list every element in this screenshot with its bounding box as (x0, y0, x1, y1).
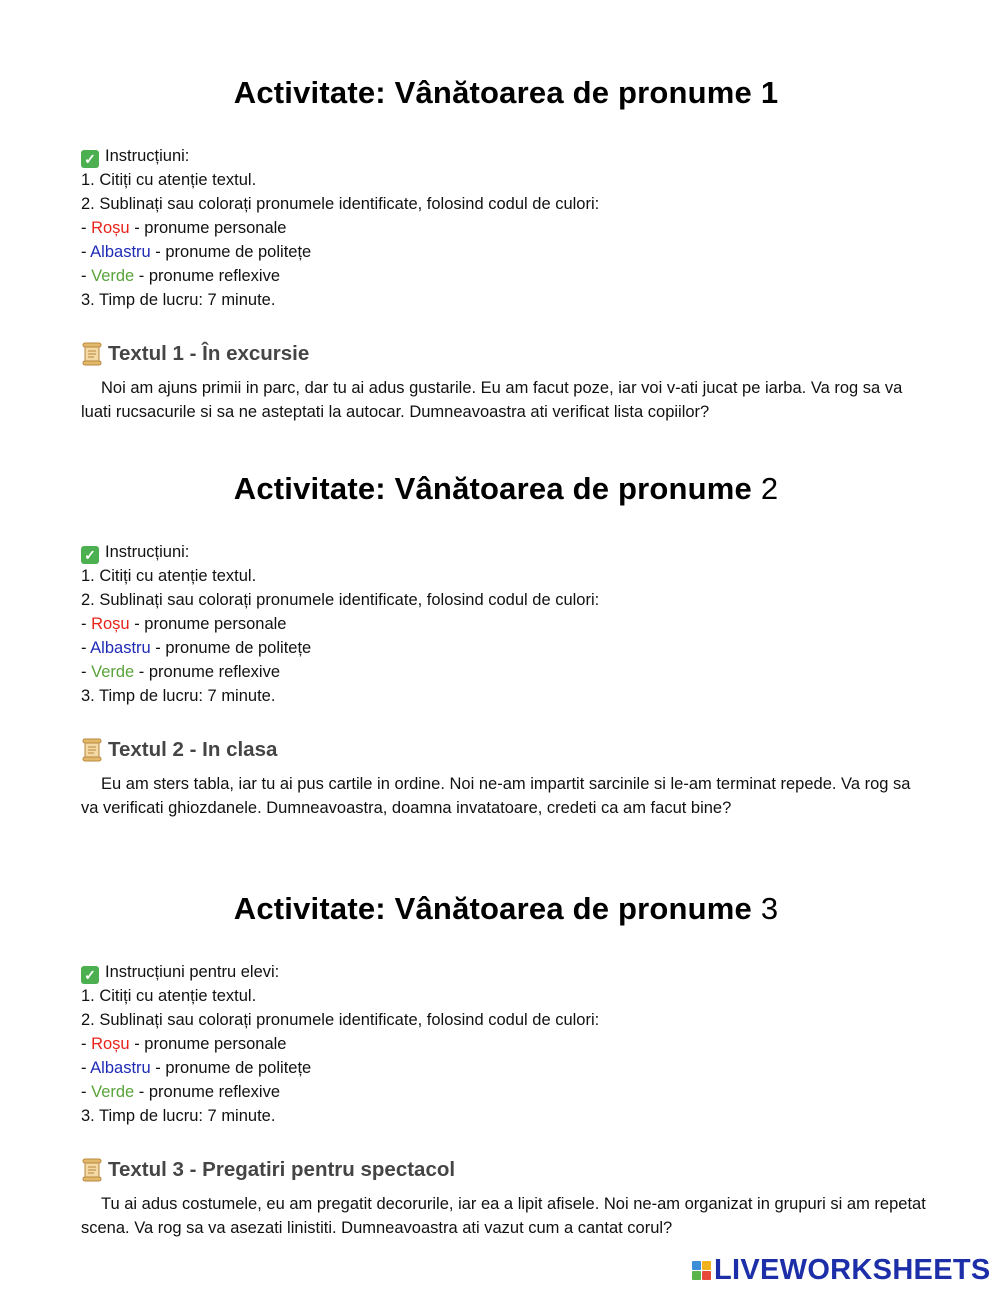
color-code-green: - Verde - pronume reflexive (81, 1083, 281, 1101)
activity-section-3 (81, 888, 931, 1257)
red-label: Roșu (91, 615, 130, 633)
text-body-2: Eu am sters tabla, iar tu ai pus cartile in ordine. Noi ne-am impartit sarcinile si le-am terminat repede. Va rog sa va verificati ghiozdanele. Dumneavoastra, doamna invatatoare, credeti ca am facut bine? (81, 775, 911, 817)
check-mark-icon: ✓ (81, 546, 99, 564)
blue-description: - pronume de politețe (150, 1059, 312, 1077)
activity-title-3: Activitate: Vânătoarea de pronume 3 (233, 891, 779, 926)
text-body-3: Tu ai adus costumele, eu am pregatit decorurile, iar ea a lipit afisele. Noi ne-am organizat in grupuri si am repetat scena. Va rog sa va asezati linistiti. Dumneavoastra ati vazut cum a cantat corul? (81, 1195, 926, 1237)
instruction-step-1: 1. Citiți cu atenție textul. (81, 171, 257, 189)
liveworksheets-logo[interactable] (692, 1254, 991, 1286)
instructions-block (81, 960, 931, 1128)
blue-description: - pronume de politețe (150, 243, 312, 261)
blue-label: Albastru (90, 1059, 151, 1077)
text-heading-1 (81, 340, 931, 368)
color-code-red: - Roșu - pronume personale (81, 1035, 287, 1053)
color-code-red: - Roșu - pronume personale (81, 615, 287, 633)
check-mark-icon: ✓ (81, 150, 99, 168)
color-code-blue: - Albastru - pronume de politețe (81, 1059, 312, 1077)
instruction-step-2: 2. Sublinați sau colorați pronumele identificate, folosind codul de culori: (81, 1011, 600, 1029)
instruction-step-2: 2. Sublinați sau colorați pronumele identificate, folosind codul de culori: (81, 591, 600, 609)
instruction-step-1: 1. Citiți cu atenție textul. (81, 567, 257, 585)
text-body-1: Noi am ajuns primii in parc, dar tu ai adus gustarile. Eu am facut poze, iar voi v-ati jucat pe iarba. Va rog sa va luati rucsacurile si sa ne asteptati la autocar. Dumneavoastra ati verificat lista copiilor? (81, 379, 903, 421)
instructions-block (81, 540, 931, 708)
red-label: Roșu (91, 219, 130, 237)
color-code-blue: - Albastru - pronume de politețe (81, 639, 312, 657)
instruction-step-3: 3. Timp de lucru: 7 minute. (81, 687, 276, 705)
activity-number: 1 (760, 75, 779, 110)
instruction-step-3: 3. Timp de lucru: 7 minute. (81, 1107, 276, 1125)
activity-section-2 (81, 468, 931, 837)
green-label: Verde (91, 1083, 135, 1101)
instructions-label: Instrucțiuni: (105, 543, 190, 561)
blue-label: Albastru (90, 639, 151, 657)
green-description: - pronume reflexive (134, 1083, 281, 1101)
scroll-icon (81, 1158, 103, 1182)
activity-number: 3 (760, 891, 779, 926)
logo-text: LIVEWORKSHEETS (714, 1253, 991, 1286)
text-heading-3 (81, 1156, 931, 1184)
text-heading-label: Textul 3 - Pregatiri pentru spectacol (108, 1158, 456, 1181)
red-description: - pronume personale (129, 615, 287, 633)
instruction-step-1: 1. Citiți cu atenție textul. (81, 987, 257, 1005)
blue-label: Albastru (90, 243, 151, 261)
green-label: Verde (91, 663, 135, 681)
instructions-label: Instrucțiuni pentru elevi: (105, 963, 280, 981)
check-mark-icon: ✓ (81, 966, 99, 984)
text-heading-label: Textul 1 - În excursie (108, 342, 310, 365)
instruction-step-2: 2. Sublinați sau colorați pronumele identificate, folosind codul de culori: (81, 195, 600, 213)
color-code-red: - Roșu - pronume personale (81, 219, 287, 237)
activity-section-1 (81, 72, 931, 441)
scroll-icon (81, 738, 103, 762)
activity-number: 2 (760, 471, 779, 506)
color-code-green: - Verde - pronume reflexive (81, 267, 281, 285)
green-description: - pronume reflexive (134, 267, 281, 285)
red-label: Roșu (91, 1035, 130, 1053)
text-heading-2 (81, 736, 931, 764)
color-code-blue: - Albastru - pronume de politețe (81, 243, 312, 261)
instructions-block (81, 144, 931, 312)
red-description: - pronume personale (129, 1035, 287, 1053)
scroll-icon (81, 342, 103, 366)
instructions-label: Instrucțiuni: (105, 147, 190, 165)
color-code-green: - Verde - pronume reflexive (81, 663, 281, 681)
instruction-step-3: 3. Timp de lucru: 7 minute. (81, 291, 276, 309)
red-description: - pronume personale (129, 219, 287, 237)
liveworksheets-logo-icon (692, 1261, 711, 1280)
text-heading-label: Textul 2 - In clasa (108, 738, 278, 761)
activity-title-1: Activitate: Vânătoarea de pronume 1 (233, 75, 779, 110)
green-description: - pronume reflexive (134, 663, 281, 681)
activity-title-2: Activitate: Vânătoarea de pronume 2 (233, 471, 779, 506)
blue-description: - pronume de politețe (150, 639, 312, 657)
green-label: Verde (91, 267, 135, 285)
